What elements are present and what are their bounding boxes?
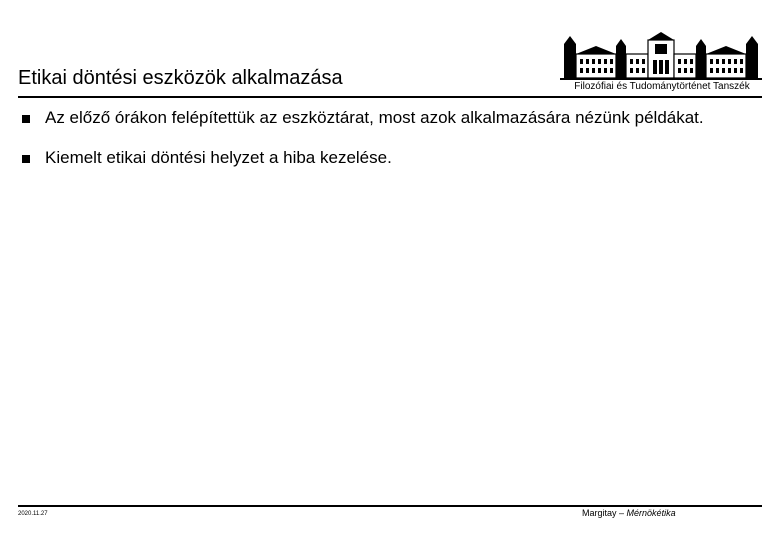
- footer-author: Margitay –: [582, 508, 625, 518]
- square-bullet-icon: [22, 115, 30, 123]
- slide-title: Etikai döntési eszközök alkalmazása: [18, 67, 343, 89]
- department-logo: [560, 30, 762, 92]
- logo-caption: Filozófiai és Tudománytörténet Tanszék: [568, 81, 756, 92]
- square-bullet-icon: [22, 155, 30, 163]
- bullet-text: Az előző órákon felépítettük az eszköztárat, most azok alkalmazására nézünk példákat.: [45, 108, 704, 127]
- footer-course: Mérnökétika: [626, 508, 676, 518]
- footer-divider: [18, 505, 762, 507]
- footer-date: 2020.11.27: [18, 511, 48, 517]
- bullet-item: [22, 106, 752, 129]
- footer-credit: [582, 508, 676, 519]
- bullet-item: [22, 146, 752, 169]
- bullet-text: Kiemelt etikai döntési helyzet a hiba kezelése.: [45, 148, 392, 167]
- bullet-list: [22, 106, 752, 186]
- title-divider: [18, 96, 762, 98]
